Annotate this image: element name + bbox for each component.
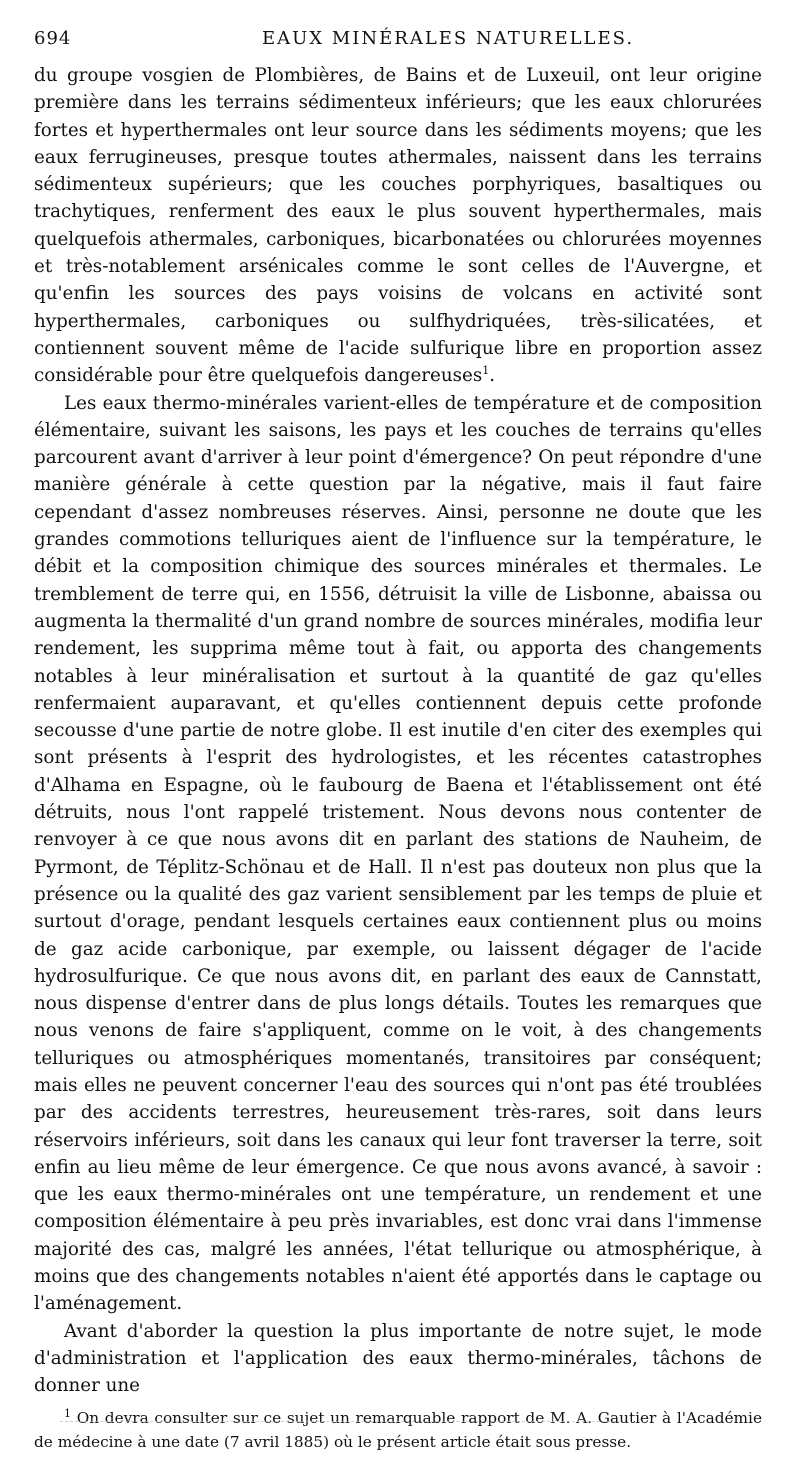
running-title: EAUX MINÉRALES NATURELLES.: [262, 28, 635, 49]
paragraph-administration: Avant d'aborder la question la plus importante de notre sujet, le mode d'administration et l'application des eaux thermo-minérales, tâchons de donner une: [34, 1320, 762, 1397]
page-number: 694: [34, 28, 72, 49]
paragraph-text: du groupe vosgien de Plombières, de Bains et de Luxeuil, ont leur origine première dans les terrains sédimenteux inférieurs; que les eaux chlorurées fortes et hyperthermales ont leur source dans les sédiments moyens; que les eaux ferrugineuses, presque toutes athermales, naissent dans les terrains sédimenteux supérieurs; que les couches porphyriques, basaltiques ou trachytiques, renferment des eaux le plus souvent hyperthermales, mais quelquefois athermales, carboniques, bicarbonatées ou chlorurées moyennes et très-notablement arsénicales comme le sont celles de l'Auvergne, et qu'enfin les sources des pays voisins de volcans en activité sont hyperthermales, carboniques ou sulfhydriquées, très-silicatées, et contiennent souvent même de l'acide sulfurique libre en proportion assez considérable pour être quelquefois dangereuses: [34, 65, 762, 387]
paragraph-thermo-minerales: Les eaux thermo-minérales varient-elles de température et de composition élémentaire, suivant les saisons, les pays et les couches de terrains qu'elles parcourent avant d'arriver à leur point d'émergence? On peut répondre d'une manière générale à cette question par la négative, mais il faut faire cependant d'assez nombreuses réserves. Ainsi, personne ne doute que les grandes commotions telluriques aient de l'influence sur la température, le débit et la composition chimique des sources minérales et thermales. Le tremblement de terre qui, en 1556, détruisit la ville de Lisbonne, abaissa ou augmenta la thermalité d'un grand nombre de sources minérales, modifia leur rendement, les supprima même tout à fait, ou apporta des changements notables à leur minéralisation et surtout à la quantité de gaz qu'elles renfermaient auparavant, et qu'elles contiennent depuis cette profonde secousse d'une partie de notre globe. Il est inutile d'en citer des exemples qui sont présents à l'esprit des hydrologistes, et les récentes catastrophes d'Alhama en Espagne, où le faubourg de Baena et l'établissement ont été détruits, nous l'ont rappelé tristement. Nous devons nous contenter de renvoyer à ce que nous avons dit en parlant des stations de Nauheim, de Pyrmont, de Téplitz-Schönau et de Hall. Il n'est pas douteux non plus que la présence ou la qualité des gaz varient sensiblement par les temps de pluie et surtout d'orage, pendant lesquels certaines eaux contiennent plus ou moins de gaz acide carbonique, par exemple, ou laissent dégager de l'acide hydrosulfurique. Ce que nous avons dit, en parlant des eaux de Cannstatt, nous dispense d'entrer dans de plus longs détails. Toutes les remarques que nous venons de faire s'appliquent, comme on le voit, à des changements telluriques ou atmosphériques momentanés, transitoires par conséquent; mais elles ne peuvent concerner l'eau des sources qui n'ont pas été troublées par des accidents terrestres, heureusement très-rares, soit dans leurs réservoirs inférieurs, soit dans les canaux qui leur font traverser la terre, soit enfin au lieu même de leur émergence. Ce que nous avons avancé, à savoir : que les eaux thermo-minérales ont une température, un rendement et une composition élémentaire à peu près invariables, est donc vrai dans l'immense majorité des cas, malgré les années, l'état tellurique ou atmosphérique, à moins que des changements notables n'aient été apportés dans le captage ou l'aménagement.: [34, 392, 762, 1315]
footnote-marker: 1: [64, 1406, 71, 1420]
footnote-text: On devra consulter sur ce sujet un remarquable rapport de M. A. Gautier à l'Académie de médecine à une date (7 avril 1885) où le présent article était sous presse.: [34, 1408, 762, 1451]
footnote: [34, 1406, 762, 1454]
main-text: [34, 62, 762, 1400]
page-header: [34, 28, 762, 62]
book-page: [34, 28, 762, 1454]
paragraph-continuation: du groupe vosgien de Plombières, de Bains et de Luxeuil, ont leur origine première dans les terrains sédimenteux inférieurs; que les eaux chlorurées fortes et hyperthermales ont leur source dans les sédiments moyens; que les eaux ferrugineuses, presque toutes athermales, naissent dans les terrains sédimenteux supérieurs; que les couches porphyriques, basaltiques ou trachytiques, renferment des eaux le plus souvent hyperthermales, mais quelquefois athermales, carboniques, bicarbonatées ou chlorurées moyennes et très-notablement arsénicales comme le sont celles de l'Auvergne, et qu'enfin les sources des pays voisins de volcans en activité sont hyperthermales, carboniques ou sulfhydriquées, très-silicatées, et contiennent souvent même de l'acide sulfurique libre en proportion assez considérable pour être quelquefois dangereuses$^1$.: [34, 65, 762, 387]
scan-edge-marks: [60, 1421, 620, 1424]
footnote-reference: 1: [482, 364, 490, 378]
